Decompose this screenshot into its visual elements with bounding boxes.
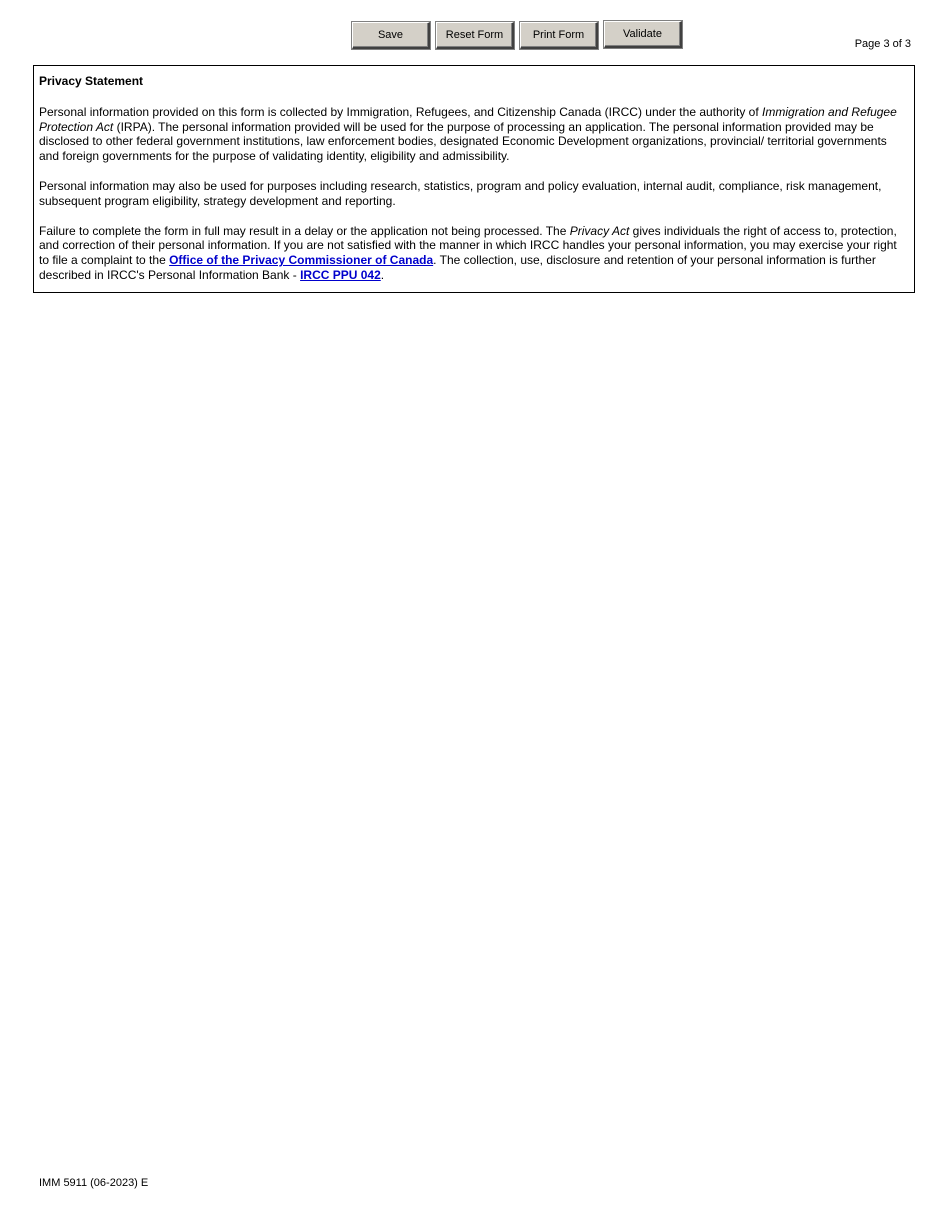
privacy-statement-title: Privacy Statement [39, 74, 144, 88]
privacy-p1-text-b: (IRPA). The personal information provided will be used for the purpose of processing an application. The personal information provided may be disclosed to other federal government institutions, law enforcement bodies, designated Economic Development organizations, provincial/ territorial governments and foreign governments for the purpose of validating identity, eligibility and admissibility. [39, 119, 887, 164]
privacy-paragraph-3 [39, 224, 908, 283]
privacy-p3-text-c: . The collection, use, disclosure and retention of your personal information is further described in IRCC's Personal Information Bank - [39, 253, 876, 282]
page-indicator: Page 3 of 3 [854, 38, 911, 50]
privacy-p3-text-d: . [380, 267, 385, 282]
privacy-act-name: Privacy Act [569, 223, 630, 238]
validate-button[interactable]: Validate [604, 21, 682, 48]
form-code: IMM 5911 (06-2023) E [39, 1177, 149, 1189]
save-button[interactable]: Save [352, 22, 430, 49]
privacy-paragraph-1 [39, 105, 908, 164]
print-form-button[interactable]: Print Form [520, 22, 598, 49]
privacy-paragraph-2: Personal information may also be used for purposes including research, statistics, program and policy evaluation, internal audit, compliance, risk management, subsequent program eligibility, strategy development and reporting. [39, 178, 882, 208]
privacy-statement-box [33, 65, 915, 293]
ircc-ppu-042-link[interactable]: IRCC PPU 042 [300, 267, 381, 282]
privacy-p3-text-b: gives individuals the right of access to, protection, and correction of their personal information. If you are not satisfied with the manner in which IRCC handles your personal information, you may exercise your right to file a complaint to the [39, 223, 897, 268]
privacy-commissioner-link[interactable]: Office of the Privacy Commissioner of Canada [169, 253, 434, 268]
privacy-p3-text-a: Failure to complete the form in full may result in a delay or the application not being processed. The [39, 223, 570, 238]
privacy-p1-text-a: Personal information provided on this form is collected by Immigration, Refugees, and Citizenship Canada (IRCC) under the authority of [39, 104, 763, 119]
irpa-act-name: Immigration and Refugee Protection Act [39, 104, 897, 134]
reset-form-button[interactable]: Reset Form [436, 22, 514, 49]
